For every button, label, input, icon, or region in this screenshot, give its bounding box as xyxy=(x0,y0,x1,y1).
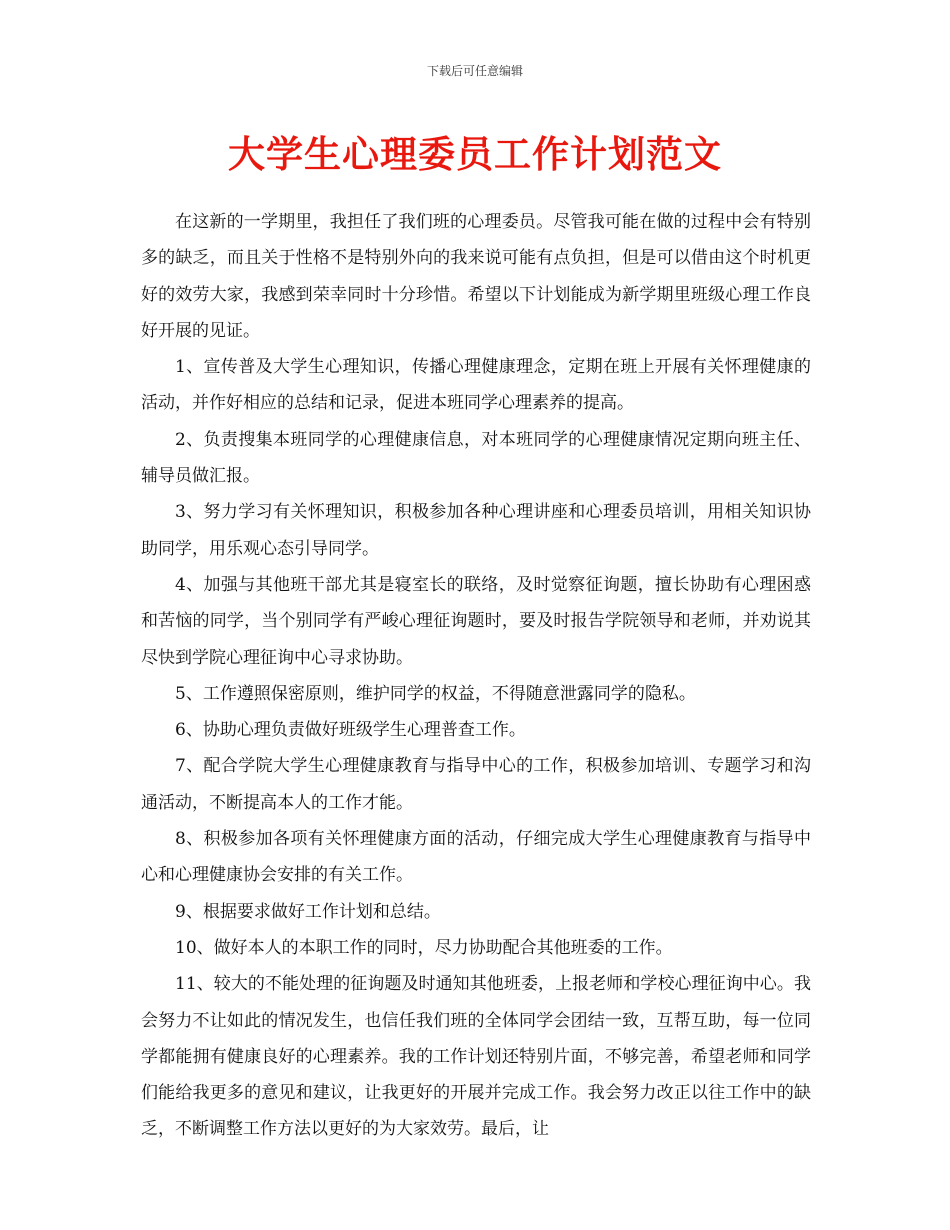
paragraph-intro: 在这新的一学期里，我担任了我们班的心理委员。尽管我可能在做的过程中会有特别多的缺乏，而且关于性格不是特别外向的我来说可能有点负担，但是可以借由这个时机更好的效劳大家，我感到荣幸同时十分珍惜。希望以下计划能成为新学期里班级心理工作良好开展的见证。 xyxy=(141,212,811,341)
paragraph-item-5: 5、工作遵照保密原则，维护同学的权益，不得随意泄露同学的隐私。 xyxy=(175,683,696,704)
header-note: 下载后可任意编辑 xyxy=(426,64,523,78)
paragraph-item-6: 6、协助心理负责做好班级学生心理普查工作。 xyxy=(175,720,526,741)
paragraph-item-7: 7、配合学院大学生心理健康教育与指导中心的工作，积极参加培训、专题学习和沟通活动，不断提高本人的工作才能。 xyxy=(141,756,811,813)
paragraph-item-3: 3、努力学习有关怀理知识，积极参加各种心理讲座和心理委员培训，用相关知识协助同学，用乐观心态引导同学。 xyxy=(141,502,811,559)
paragraph-item-1: 1、宣传普及大学生心理知识，传播心理健康理念，定期在班上开展有关怀理健康的活动，并作好相应的总结和记录，促进本班同学心理素养的提高。 xyxy=(141,357,811,414)
paragraph-item-4: 4、加强与其他班干部尤其是寝室长的联络，及时觉察征询题，擅长协助有心理困惑和苦恼的同学，当个别同学有严峻心理征询题时，要及时报告学院领导和老师，并劝说其尽快到学院心理征询中心寻求协助。 xyxy=(141,574,811,668)
document-body xyxy=(141,204,811,1148)
document-title: 大学生心理委员工作计划范文 xyxy=(228,132,722,176)
paragraph-item-2: 2、负责搜集本班同学的心理健康信息，对本班同学的心理健康情况定期向班主任、辅导员做汇报。 xyxy=(141,429,811,487)
paragraph-item-10: 10、做好本人的本职工作的同时，尽力协助配合其他班委的工作。 xyxy=(175,937,673,958)
paragraph-item-8: 8、积极参加各项有关怀理健康方面的活动，仔细完成大学生心理健康教育与指导中心和心理健康协会安排的有关工作。 xyxy=(141,829,811,886)
paragraph-item-9: 9、根据要求做好工作计划和总结。 xyxy=(175,901,441,922)
paragraph-item-11: 11、较大的不能处理的征询题及时通知其他班委，上报老师和学校心理征询中心。我会努力不让如此的情况发生，也信任我们班的全体同学会团结一致，互帮互助，每一位同学都能拥有健康良好的心理素养。我的工作计划还特别片面，不够完善，希望老师和同学们能给我更多的意见和建议，让我更好的开展并完成工作。我会努力改正以往工作中的缺乏，不断调整工作方法以更好的为大家效劳。最后，让 xyxy=(141,974,811,1140)
